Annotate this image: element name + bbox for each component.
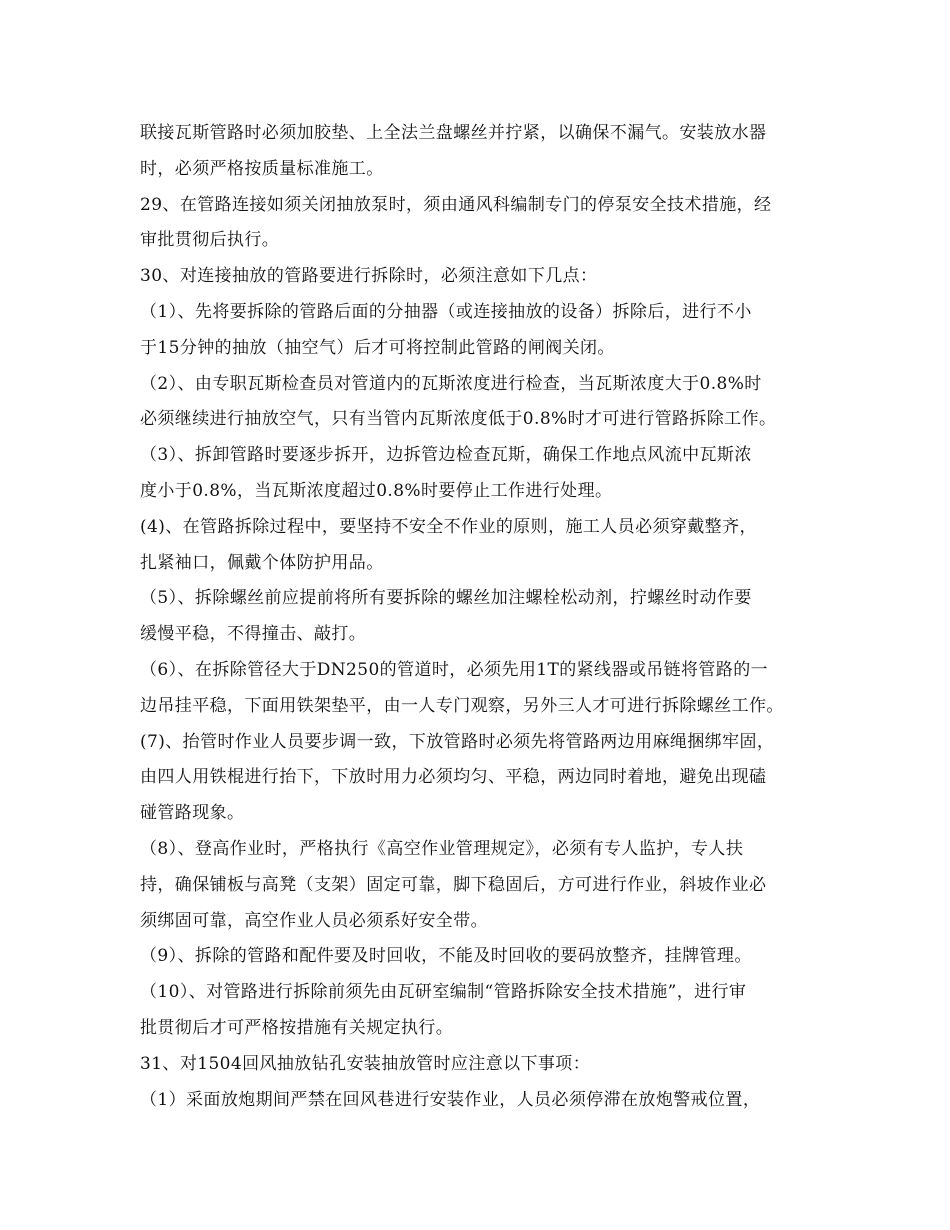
text-line: 30、对连接抽放的管路要进行拆除时，必须注意如下几点： — [140, 266, 598, 287]
text-line: （8）、登高作业时，严格执行《高空作业管理规定》，必须有专人监护，专人扶 — [140, 838, 744, 859]
text-line: 须绑固可靠，高空作业人员必须系好安全带。 — [140, 910, 488, 931]
text-line: （10）、对管路进行拆除前须先由瓦研室编制“管路拆除安全技术措施”，进行审 — [140, 982, 747, 1003]
text-line: 由四人用铁棍进行抬下，下放时用力必须均匀、平稳，两边同时着地，避免出现磕 — [140, 767, 767, 788]
text-line: 联接瓦斯管路时必须加胶垫、上全法兰盘螺丝并拧紧，以确保不漏气。安装放水器 — [140, 123, 767, 143]
text-line: 度小于0.8%，当瓦斯浓度超过0.8%时要停止工作进行处理。 — [140, 480, 613, 501]
text-line: 于15分钟的抽放（抽空气）后才可将控制此管路的闸阀关闭。 — [140, 337, 615, 358]
text-line: 扎紧袖口，佩戴个体防护用品。 — [140, 552, 384, 573]
text-line: （5）、拆除螺丝前应提前将所有要拆除的螺丝加注螺栓松动剂，拧螺丝时动作要 — [140, 588, 752, 609]
text-line: （1）、先将要拆除的管路后面的分抽器（或连接抽放的设备）拆除后，进行不小 — [140, 301, 752, 322]
text-line: (4)、在管路拆除过程中，要坚持不安全不作业的原则，施工人员必须穿戴整齐， — [140, 516, 757, 537]
text-line: (7)、抬管时作业人员要步调一致，下放管路时必须先将管路两边用麻绳捆绑牢固， — [140, 731, 775, 752]
text-line: （9）、拆除的管路和配件要及时回收，不能及时回收的要码放整齐，挂牌管理。 — [140, 946, 752, 967]
text-line: 批贯彻后才可严格按措施有关规定执行。 — [140, 1017, 454, 1038]
text-line: 必须继续进行抽放空气，只有当管内瓦斯浓度低于0.8%时才可进行管路拆除工作。 — [140, 409, 777, 430]
text-line: 碰管路现象。 — [140, 803, 245, 824]
text-line: （1）采面放炮期间严禁在回风巷进行安装作业，人员必须停滞在放炮警戒位置， — [140, 1089, 761, 1110]
text-line: 29、在管路连接如须关闭抽放泵时，须由通风科编制专门的停泵安全技术措施，经 — [140, 194, 772, 215]
document-body — [140, 116, 820, 1118]
text-line: （2）、由专职瓦斯检查员对管道内的瓦斯浓度进行检查，当瓦斯浓度大于0.8%时 — [140, 373, 762, 394]
text-line: 时，必须严格按质量标准施工。 — [140, 158, 384, 179]
text-line: 边吊挂平稳，下面用铁架垫平，由一人专门观察，另外三人才可进行拆除螺丝工作。 — [140, 695, 784, 716]
text-line: 审批贯彻后执行。 — [140, 230, 280, 251]
text-line: 31、对1504回风抽放钻孔安装抽放管时应注意以下事项： — [140, 1053, 591, 1074]
text-line: 持，确保铺板与高凳（支架）固定可靠，脚下稳固后，方可进行作业，斜坡作业必 — [140, 874, 767, 895]
text-line: 缓慢平稳，不得撞击、敲打。 — [140, 624, 367, 645]
text-line: （3）、拆卸管路时要逐步拆开，边拆管边检查瓦斯，确保工作地点风流中瓦斯浓 — [140, 445, 752, 466]
text-line: （6）、在拆除管径大于DN250的管道时，必须先用1T的紧线器或吊链将管路的一 — [140, 659, 769, 680]
